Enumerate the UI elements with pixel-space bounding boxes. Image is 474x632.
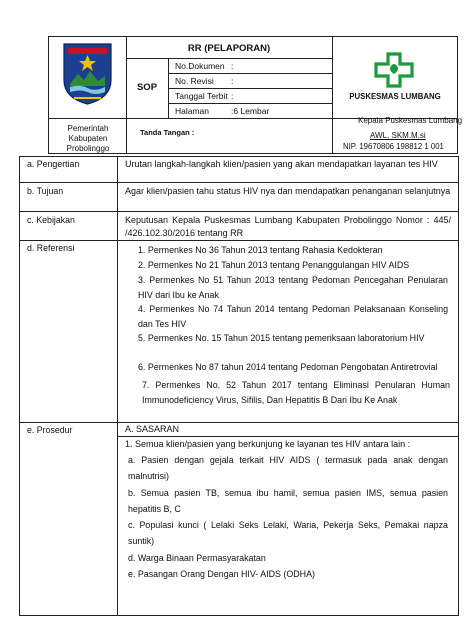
field-value: :6 Lembar [231,106,270,116]
procedure-heading-underline [117,436,459,437]
header-divider [168,73,332,74]
section-text-kebijakan: Keputusan Kepala Puskesmas Lumbang Kabupaten Probolinggo Nomor : 445/ /426.102.30/2016 tentang RR [125,215,451,238]
field-value: : [231,76,234,86]
procedure-item: b. Semua pasien TB, semua ibu hamil, semua pasien IMS, semua pasien hepatitis B, C [128,488,448,514]
field-label: No. Revisi [175,76,214,86]
procedure-item: a. Pasien dengan gejala terkait HIV AIDS ( termasuk pada anak dengan malnutrisi) [128,455,448,481]
sop-label: SOP [136,82,158,93]
procedure-heading: A. SASARAN [125,424,180,434]
row-divider [19,211,459,212]
puskesmas-logo [374,52,414,88]
reference-item: 3. Permenkes No 51 Tahun 2013 tentang Pedoman Pencegahan Penularan HIV dari Ibu ke Anak [138,275,448,300]
section-label-pengertian: a. Pengertian [27,159,80,169]
document-title: RR (PELAPORAN) [187,43,271,54]
reference-item: 5. Permenkes No. 15 Tahun 2015 tentang pemeriksaan laboratorium HIV [138,333,425,343]
procedure-item: d. Warga Binaan Permasyarakatan [128,553,266,563]
field-value: : [231,61,234,71]
field-label: No.Dokumen [175,61,225,71]
section-label-referensi: d. Referensi [27,243,75,253]
header-divider [168,103,332,104]
reference-item: 7. Permenkes No. 52 Tahun 2017 tentang Eliminasi Penularan Human Immunodeficiency Virus, Sifilis, Dan Hepatitis B Dari Ibu Ke Anak [142,380,450,405]
reference-item: 6. Permenkes No 87 tahun 2014 tentang Pedoman Pengobatan Antiretrovial [138,362,438,372]
header-divider [168,88,332,89]
district-logo [60,40,115,106]
field-label: Halaman [175,106,210,116]
row-divider [19,240,459,241]
clinic-name: PUSKESMAS LUMBANG [349,92,441,101]
org-name: Pemerintah Kabupaten Probolinggo [66,124,110,153]
reference-item: 1. Permenkes No 36 Tahun 2013 tentang Rahasia Kedokteran [138,245,383,255]
section-text-tujuan: Agar klien/pasien tahu status HIV nya dan mendapatkan penanganan selanjutnya [125,186,451,196]
section-label-prosedur: e. Prosedur [27,425,73,435]
reference-item: 4. Permenkes No 74 Tahun 2014 tentang Pedoman Pelaksanaan Konseling dan Tes HIV [138,304,448,329]
field-value: : [231,91,234,101]
section-label-kebijakan: c. Kebijakan [27,215,75,225]
section-label-tujuan: b. Tujuan [27,186,64,196]
row-divider [19,422,459,423]
procedure-intro: 1. Semua klien/pasien yang berkunjung ke layanan tes HIV antara lain : [125,439,411,449]
row-divider [19,182,459,183]
signer-title: Kepala Puskesmas Lumbang [358,116,463,125]
field-label: Tanggal Terbit [175,91,228,101]
reference-item: 2. Permenkes No 21 Tahun 2013 tentang Penanggulangan HIV AIDS [138,260,410,270]
signer-name: AWL, SKM.M.si [370,131,426,140]
section-text-pengertian: Urutan langkah-langkah klien/pasien yang akan mendapatkan layanan tes HIV [125,159,438,169]
signer-nip: NIP. 19670806 198812 1 001 [343,142,444,151]
signature-label: Tanda Tangan : [140,128,195,137]
header-divider [126,58,332,59]
label-column-divider [117,156,118,616]
procedure-item: c. Populasi kunci ( Lelaki Seks Lelaki, Waria, Pekerja Seks, Pemakai napza suntik) [128,520,448,546]
procedure-item: e. Pasangan Orang Dengan HIV- AIDS (ODHA) [128,569,315,579]
